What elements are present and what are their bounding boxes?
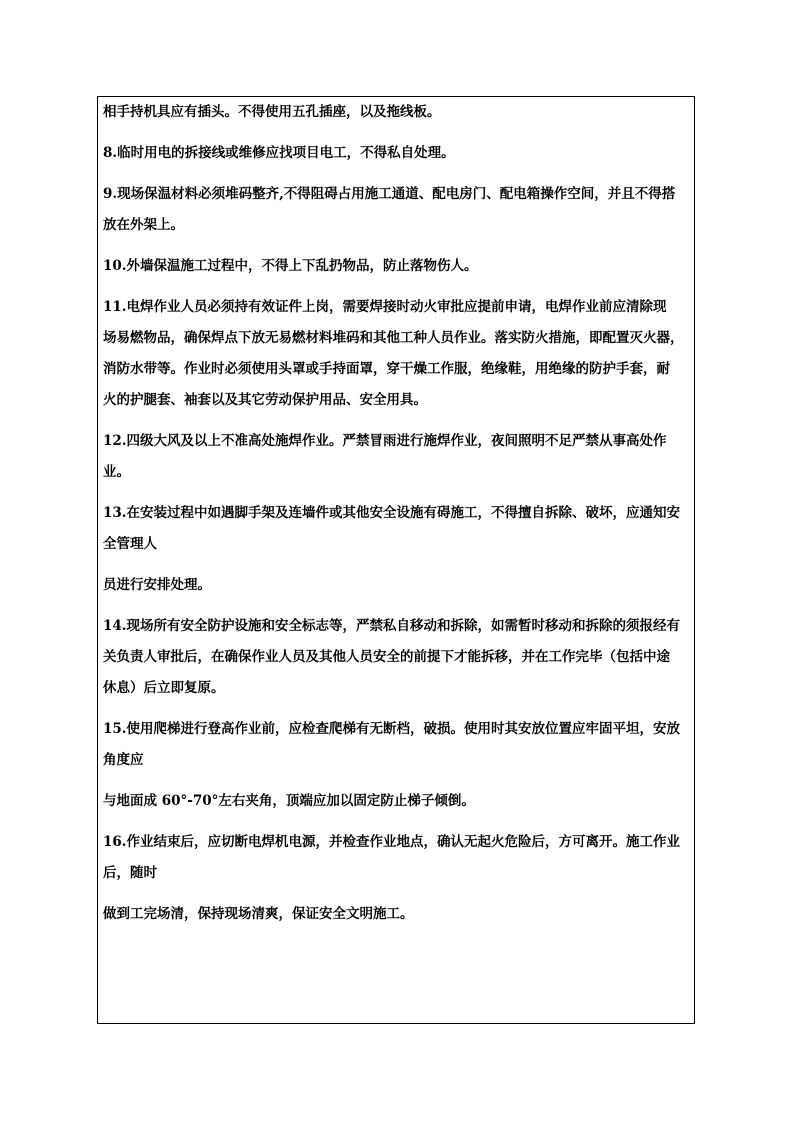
paragraph-13 [98,498,694,560]
paragraph-10 [98,251,694,282]
paragraph-15 [98,714,694,776]
paragraph-8 [98,138,694,169]
paragraph-13-continuation [98,570,694,601]
text-line: 关负责人审批后，在确保作业人员及其他人员安全的前提下才能拆移，并在工作完毕（包括中途 [103,649,670,665]
paragraph-9 [98,179,694,241]
text-line: 13.在安装过程中如遇脚手架及连墙件或其他安全设施有碍施工，不得擅自拆除、破坏，应通知安 [103,505,680,521]
text-line: 相手持机具应有插头。不得使用五孔插座，以及拖线板。 [103,104,441,120]
text-line: 放在外架上。 [103,217,184,233]
text-line: 8.临时用电的拆接线或维修应找项目电工，不得私自处理。 [103,145,455,161]
paragraph-7-continuation [98,97,694,128]
paragraph-12 [98,426,694,488]
text-line: 做到工完场清，保持现场清爽，保证安全文明施工。 [103,906,414,922]
text-line: 场易燃物品，确保焊点下放无易燃材料堆码和其他工种人员作业。落实防火措施，即配置灭火器， [103,330,684,346]
text-line: 休息）后立即复原。 [103,680,225,696]
text-line: 14.现场所有安全防护设施和安全标志等，严禁私自移动和拆除，如需暂时移动和拆除的须报经有 [103,618,680,634]
text-line: 与地面成 60°-70°左右夹角，顶端应加以固定防止梯子倾倒。 [103,793,475,809]
text-line: 16.作业结束后，应切断电焊机电源，并检查作业地点，确认无起火危险后，方可离开。施工作业 [103,834,680,850]
text-line: 11.电焊作业人员必须持有效证件上岗，需要焊接时动火审批应提前申请，电焊作业前应清除现 [103,299,667,315]
paragraph-15-continuation [98,786,694,817]
document-frame [97,96,695,1024]
document-body [98,97,694,940]
paragraph-16-continuation [98,899,694,930]
text-line: 全管理人 [103,536,157,552]
text-line: 12.四级大风及以上不准高处施焊作业。严禁冒雨进行施焊作业，夜间照明不足严禁从事高处作 [103,433,667,449]
text-line: 业。 [103,464,130,480]
text-line: 员进行安排处理。 [103,577,211,593]
paragraph-14 [98,611,694,704]
text-line: 角度应 [103,752,144,768]
paragraph-16 [98,827,694,889]
text-line: 10.外墙保温施工过程中，不得上下乱扔物品，防止落物伤人。 [103,258,478,274]
text-line: 后，随时 [103,865,157,881]
text-line: 9.现场保温材料必须堆码整齐,不得阻碍占用施工通道、配电房门、配电箱操作空间，并且不得搭 [103,186,676,202]
text-line: 15.使用爬梯进行登高作业前，应检查爬梯有无断档，破损。使用时其安放位置应牢固平坦，安放 [103,721,680,737]
paragraph-11 [98,292,694,416]
text-line: 火的护腿套、袖套以及其它劳动保护用品、安全用具。 [103,392,427,408]
text-line: 消防水带等。作业时必须使用头罩或手持面罩，穿干燥工作服，绝缘鞋，用绝缘的防护手套，耐 [103,361,670,377]
